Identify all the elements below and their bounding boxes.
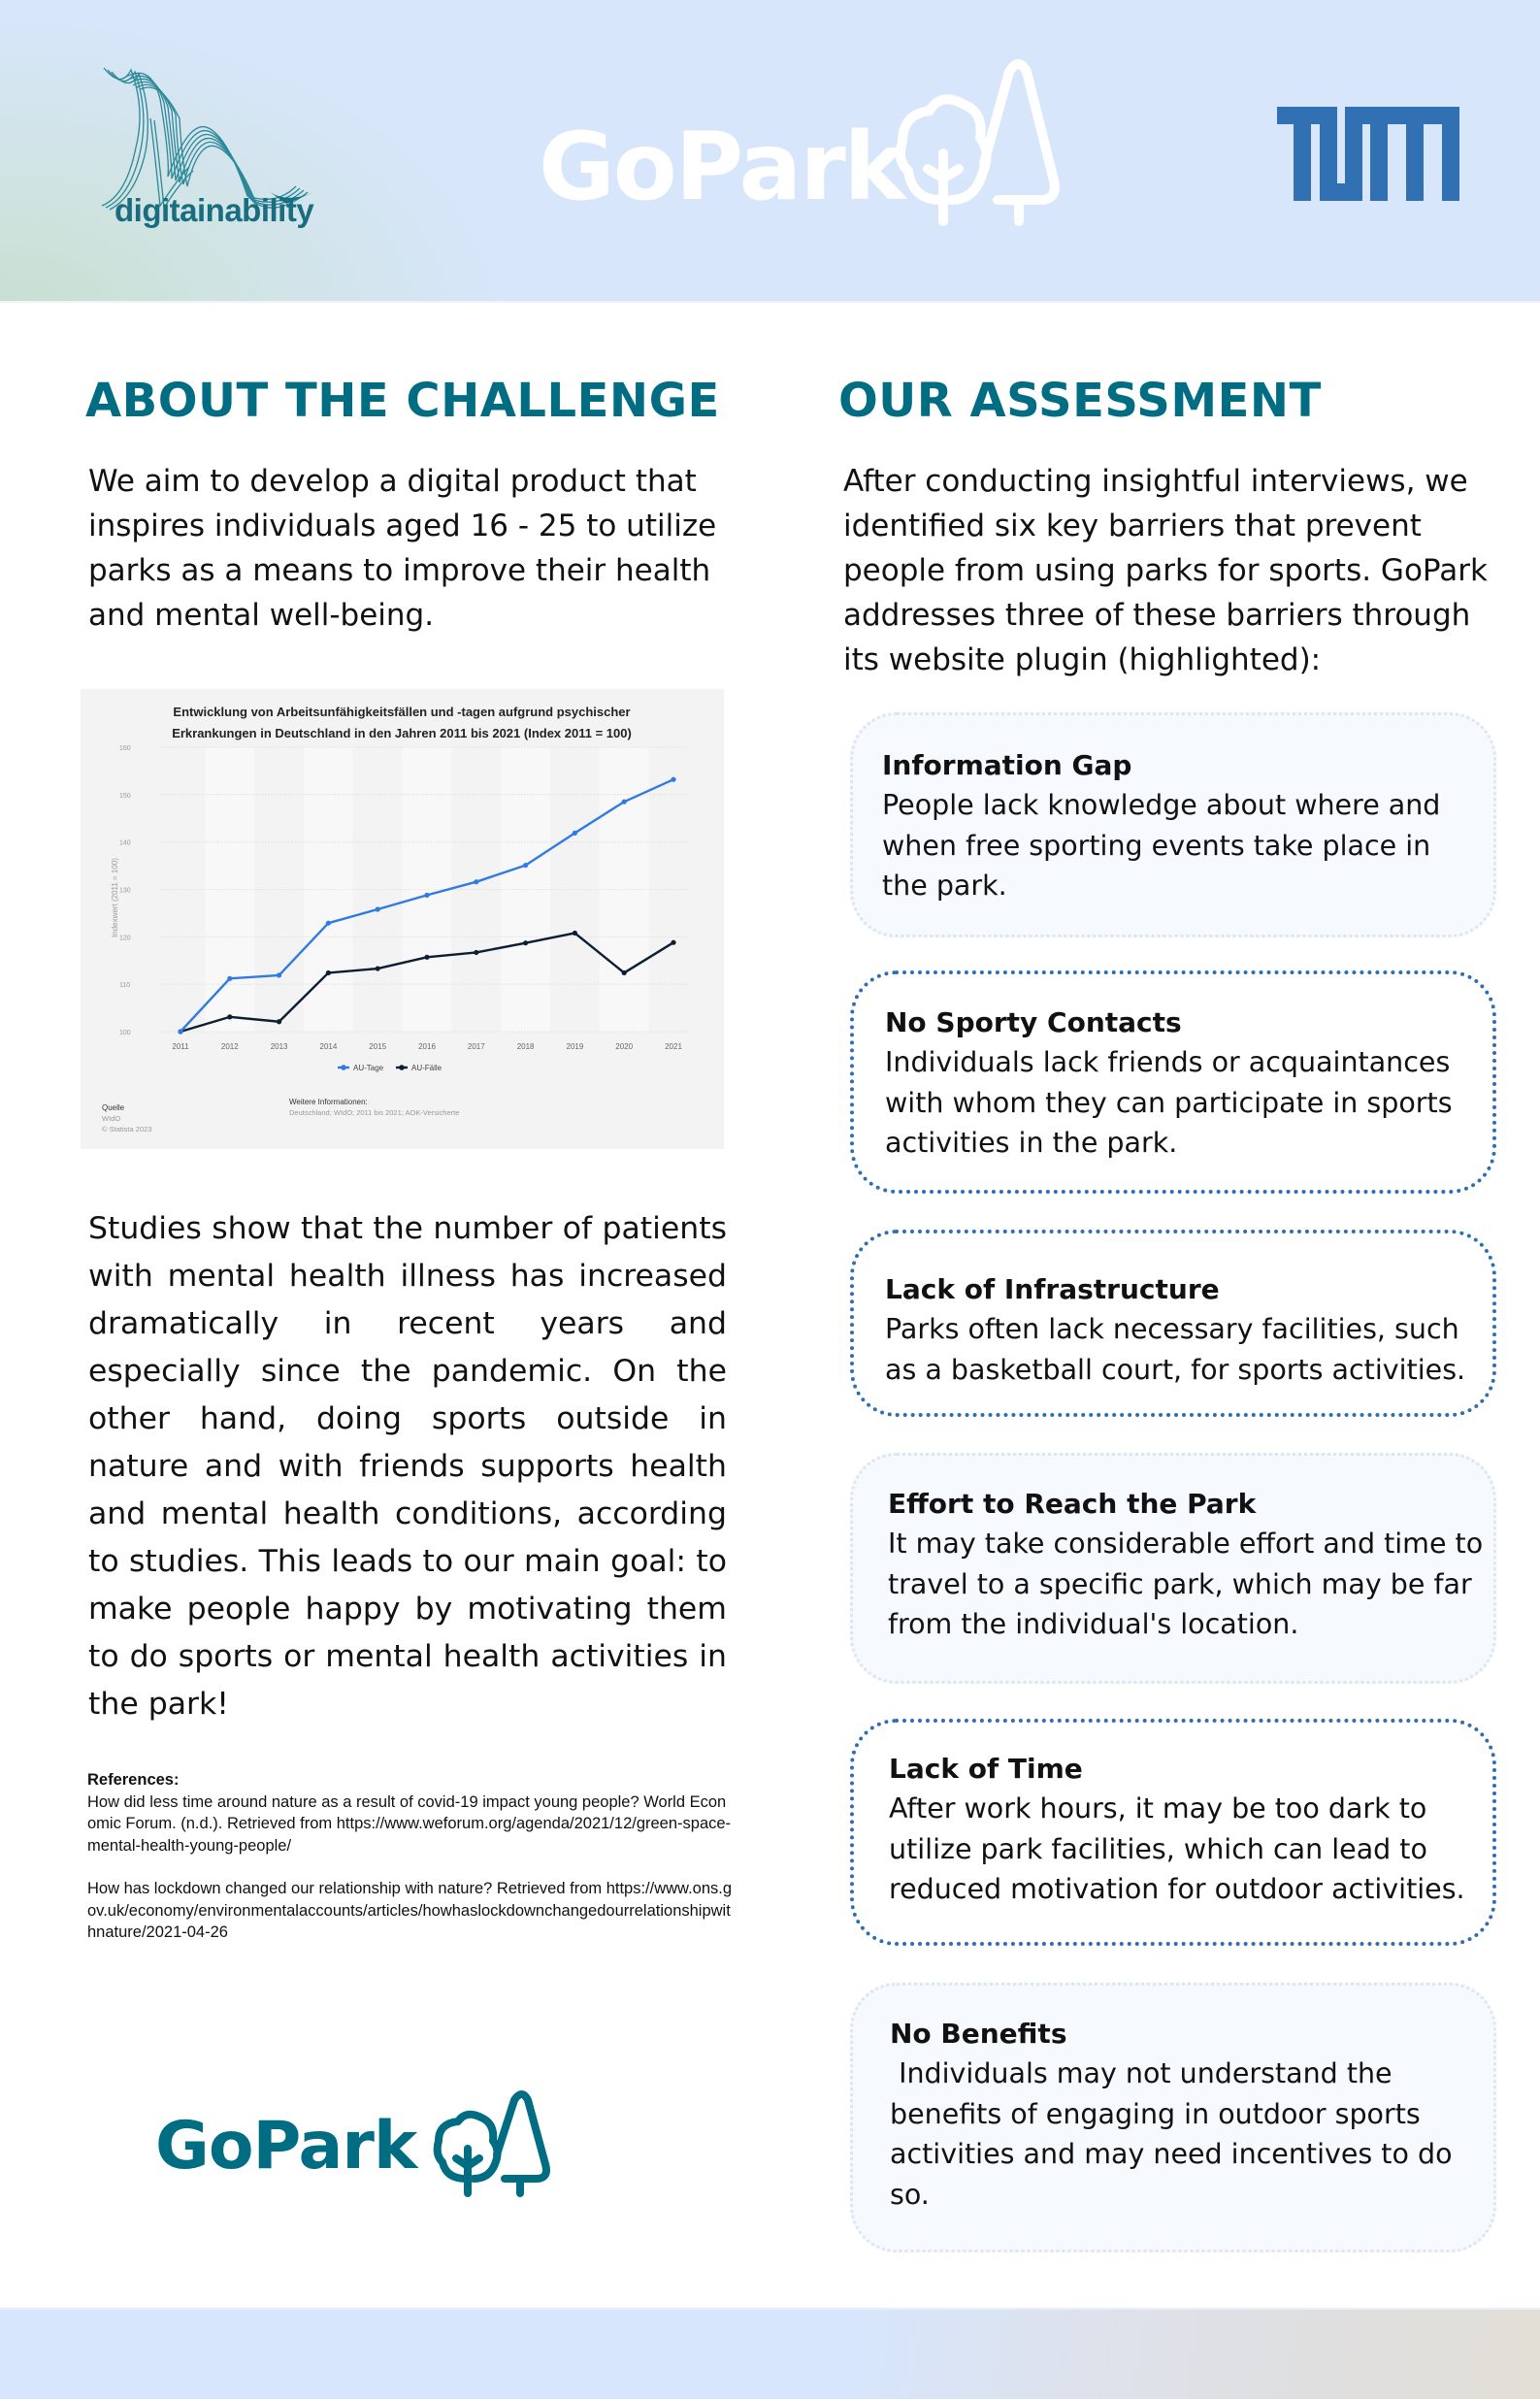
chart-point: [523, 863, 528, 868]
barrier-text: It may take considerable effort and time to travel to a specific park, which may be far from the individual's location.: [888, 1528, 1492, 1640]
chart-point: [671, 777, 675, 782]
chart-y-tick-label: 160: [119, 745, 131, 752]
legend-marker: [341, 1065, 346, 1070]
chart-x-tick-label: 2014: [319, 1042, 338, 1051]
gopark-footer-logo-text: GoPark: [155, 2108, 417, 2185]
assessment-intro-text: After conducting insightful interviews, we identified six key barriers that prevent people from using parks for sports. GoPark addresses three of these barriers through its website plugin (highlighted):: [843, 464, 1488, 677]
chart-point: [326, 921, 331, 926]
reference-item: How did less time around nature as a result of covid-19 impact young people? World Economic Forum. (n.d.). Retrieved from https://www.weforum.org/agenda/2021/12/green-space-mental-health-young-people/: [87, 1792, 732, 1855]
chart-x-tick-label: 2021: [665, 1042, 682, 1051]
barrier-text: Individuals may not understand the benefits of engaging in outdoor sports activities and may need incentives to do so.: [890, 2057, 1461, 2211]
chart-point: [523, 940, 528, 945]
references-title: References:: [87, 1771, 180, 1789]
chart-point: [326, 970, 331, 975]
chart-x-tick-label: 2017: [467, 1042, 485, 1051]
chart-title-line-1: Entwicklung von Arbeitsunfähigkeitsfällen und -tagen aufgrund psychischer: [173, 705, 631, 719]
statista-chart: [81, 689, 724, 1149]
chart-point: [474, 950, 478, 955]
legend-label: AU-Fälle: [411, 1064, 442, 1072]
chart-point: [376, 966, 380, 970]
challenge-body-text: Studies show that the number of patients with mental health illness has increased dramatically in recent years and especially since the pandemic. On the other hand, doing sports outside in nature and with friends supports health and mental health conditions, according to studies. This leads to our main goal: to make people happy by motivating them to do sports or mental health activities in the park!: [88, 1211, 727, 1722]
barrier-title: No Sporty Contacts: [885, 1006, 1182, 1038]
trees-icon: [427, 2087, 563, 2198]
about-challenge-title: ABOUT THE CHALLENGE: [85, 374, 720, 428]
chart-band: [254, 747, 304, 1032]
challenge-intro-text: We aim to develop a digital product that inspires individuals aged 16 - 25 to utilize parks as a means to improve their health and mental well-being.: [88, 464, 717, 633]
chart-y-tick-label: 130: [119, 887, 131, 895]
chart-svg: [81, 689, 724, 1149]
digitainability-logo-text: digitainability: [115, 192, 314, 228]
barrier-title: Lack of Infrastructure: [885, 1273, 1220, 1305]
barrier-text: Parks often lack necessary facilities, such as a basketball court, for sports activities.: [885, 1313, 1468, 1386]
chart-y-axis-label: Indexwert (2011 = 100): [111, 858, 119, 937]
chart-point: [622, 800, 627, 805]
tum-logo-icon: [1277, 107, 1459, 201]
chart-point: [277, 972, 281, 977]
chart-point: [573, 831, 577, 836]
chart-info-label: Weitere Informationen:: [289, 1098, 368, 1106]
chart-source-label: Quelle: [102, 1103, 125, 1112]
chart-x-tick-label: 2018: [516, 1042, 535, 1051]
chart-source-line-1: WIdO: [102, 1114, 121, 1123]
chart-x-tick-label: 2016: [418, 1042, 436, 1051]
barrier-card-effort-to-reach: [850, 1453, 1496, 1684]
chart-point: [573, 931, 577, 936]
chart-info-text: Deutschland; WIdO; 2011 bis 2021; AOK-Versicherte: [289, 1108, 460, 1117]
chart-y-tick-label: 120: [119, 935, 131, 942]
chart-title-line-2: Erkrankungen in Deutschland in den Jahren 2011 bis 2021 (Index 2011 = 100): [172, 726, 632, 740]
legend-marker: [399, 1065, 405, 1070]
gopark-header-logo: [539, 54, 1082, 229]
references-block: [87, 1769, 757, 1944]
barrier-card-no-benefits: [850, 1983, 1496, 2252]
chart-point: [227, 1014, 232, 1019]
chart-point: [376, 906, 380, 911]
chart-point: [178, 1029, 182, 1034]
barrier-text: Individuals lack friends or acquaintances with whom they can participate in sports activities in the park.: [885, 1046, 1461, 1159]
trees-icon: [883, 54, 1077, 229]
chart-point: [474, 879, 478, 884]
footer-band: [0, 2308, 1540, 2399]
chart-point: [227, 976, 232, 981]
header-divider: [0, 301, 1540, 303]
chart-band: [451, 747, 501, 1032]
barrier-card-no-sporty-contacts: [850, 970, 1496, 1194]
barrier-title: No Benefits: [890, 2018, 1067, 2050]
chart-x-tick-label: 2013: [270, 1042, 288, 1051]
chart-point: [671, 940, 675, 945]
gopark-header-logo-text: GoPark: [539, 113, 904, 221]
chart-x-tick-label: 2015: [369, 1042, 387, 1051]
chart-point: [424, 955, 429, 960]
chart-x-tick-label: 2019: [566, 1042, 584, 1051]
chart-y-tick-label: 100: [119, 1030, 131, 1036]
chart-point: [622, 970, 627, 975]
barrier-card-lack-of-time: [850, 1719, 1496, 1946]
chart-x-tick-label: 2011: [172, 1042, 189, 1051]
barrier-title: Effort to Reach the Park: [888, 1488, 1257, 1520]
chart-y-tick-label: 140: [119, 839, 131, 847]
chart-source-line-2: © Statista 2023: [102, 1125, 152, 1134]
chart-y-tick-label: 150: [119, 792, 131, 800]
header-banner: [0, 0, 1540, 303]
chart-point: [277, 1019, 281, 1024]
gopark-footer-logo: [155, 2087, 563, 2198]
our-assessment-title: OUR ASSESSMENT: [838, 374, 1322, 428]
chart-y-tick-label: 110: [119, 982, 131, 990]
barrier-text: After work hours, it may be too dark to utilize park facilities, which can lead to reduced motivation for outdoor activities.: [889, 1792, 1465, 1905]
legend-label: AU-Tage: [353, 1064, 384, 1072]
barrier-title: Lack of Time: [889, 1753, 1083, 1785]
barrier-card-lack-of-infrastructure: [850, 1230, 1496, 1417]
chart-x-tick-label: 2012: [220, 1042, 239, 1051]
barrier-title: Information Gap: [882, 749, 1132, 781]
chart-x-tick-label: 2020: [615, 1042, 634, 1051]
barrier-text: People lack knowledge about where and when free sporting events take place in the park.: [882, 789, 1450, 902]
chart-band: [353, 747, 403, 1032]
barrier-card-information-gap: [850, 712, 1496, 937]
chart-point: [424, 893, 429, 898]
reference-item: How has lockdown changed our relationship with nature? Retrieved from https://www.ons.gov.uk/economy/environmentalaccounts/articles/howhaslockdownchangedourrelationshipwithnature/2021-04-26: [87, 1880, 733, 1941]
